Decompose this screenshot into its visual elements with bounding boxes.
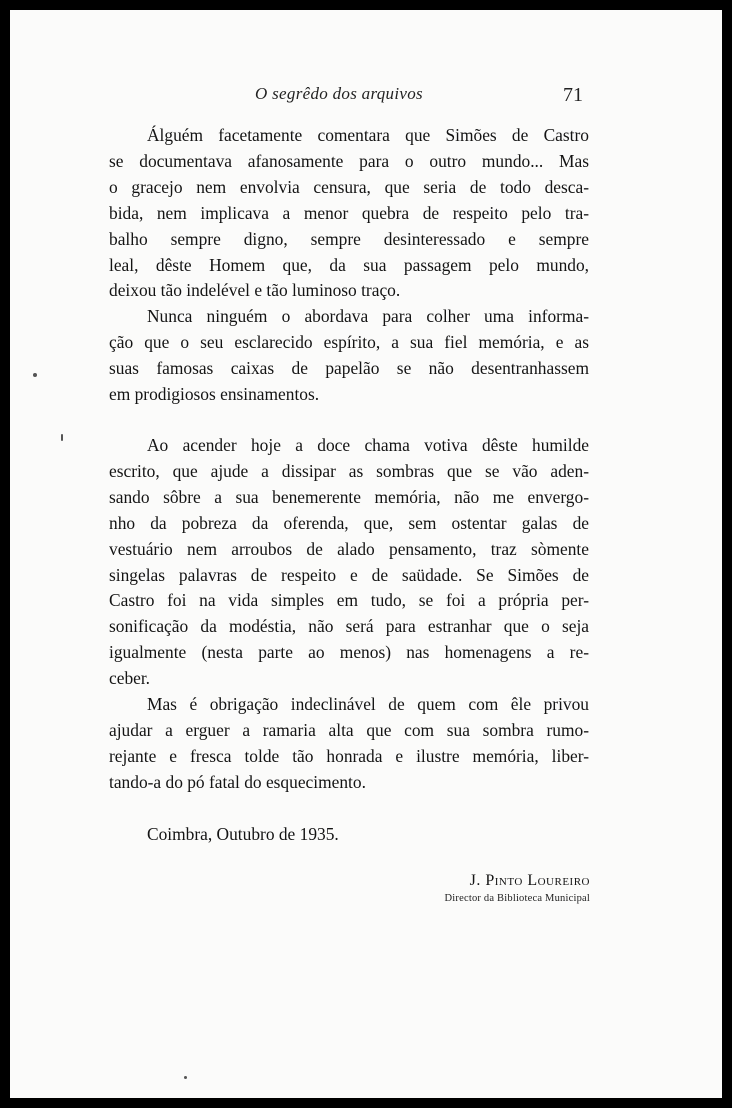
paragraph-3: [109, 433, 589, 692]
paragraph-2: [109, 304, 589, 408]
text-line: ajudar a erguer a ramaria alta que com sua sombra rumo-: [109, 719, 589, 740]
text-line: ceber.: [109, 668, 151, 689]
text-line: Álguém facetamente comentara que Simões de Castro: [147, 125, 589, 145]
body-text: [109, 123, 589, 796]
print-speck: [184, 1076, 187, 1079]
text-line: leal, dêste Homem que, da sua passagem pelo mundo,: [109, 254, 589, 275]
text-line: se documentava afanosamente para o outro mundo... Mas: [109, 150, 589, 171]
text-line: Ao acender hoje a doce chama votiva dêste humilde: [147, 434, 589, 455]
text-line: Mas é obrigação indeclinável de quem com êle privou: [147, 694, 589, 715]
text-line: Castro foi na vida simples em tudo, se foi a própria per-: [109, 590, 589, 611]
section-gap: [109, 408, 589, 433]
text-line: sando sôbre a sua benemerente memória, não me envergo-: [109, 486, 589, 507]
text-line: Nunca ninguém o abordava para colher uma informa-: [147, 306, 589, 327]
text-line: nho da pobreza da oferenda, que, sem ostentar galas de: [109, 512, 589, 533]
print-speck: [33, 373, 37, 377]
paragraph-1: [109, 123, 589, 304]
print-speck: [61, 434, 63, 441]
text-line: sonificação da modéstia, não será para estranhar que o seja: [109, 616, 589, 637]
running-header: [10, 84, 722, 108]
text-line: balho sempre digno, sempre desinteressado e sempre: [109, 228, 589, 249]
text-line: ção que o seu esclarecido espírito, a sua fiel memória, e as: [109, 332, 589, 353]
text-line: o gracejo nem envolvia censura, que seria de todo desca-: [109, 176, 589, 197]
text-line: singelas palavras de respeito e de saüdade. Se Simões de: [109, 564, 589, 585]
place-and-date: Coimbra, Outubro de 1935.: [147, 824, 339, 844]
document-page: [10, 10, 722, 1098]
text-line: deixou tão indelével e tão luminoso traço.: [109, 280, 401, 301]
text-line: escrito, que ajude a dissipar as sombras que se vão aden-: [109, 460, 589, 481]
text-line: igualmente (nesta parte ao menos) nas homenagens a re-: [109, 642, 589, 663]
running-title: O segrêdo dos arquivos: [255, 84, 423, 103]
text-line: bida, nem implicava a menor quebra de respeito pelo tra-: [109, 202, 589, 223]
text-line: vestuário nem arroubos de alado pensamento, traz sòmente: [109, 538, 589, 559]
text-line: em prodigiosos ensinamentos.: [109, 384, 320, 405]
text-line: rejante e fresca tolde tão honrada e ilustre memória, liber-: [109, 745, 589, 766]
signature-name: J. Pinto Loureiro: [469, 872, 590, 889]
paragraph-4: [109, 692, 589, 796]
signature-title: Director da Biblioteca Municipal: [444, 893, 590, 904]
text-line: tando-a do pó fatal do esquecimento.: [109, 771, 366, 792]
signature-block: [400, 872, 590, 904]
text-line: suas famosas caixas de papelão se não desentranhassem: [109, 358, 589, 379]
page-number: 71: [563, 84, 583, 106]
